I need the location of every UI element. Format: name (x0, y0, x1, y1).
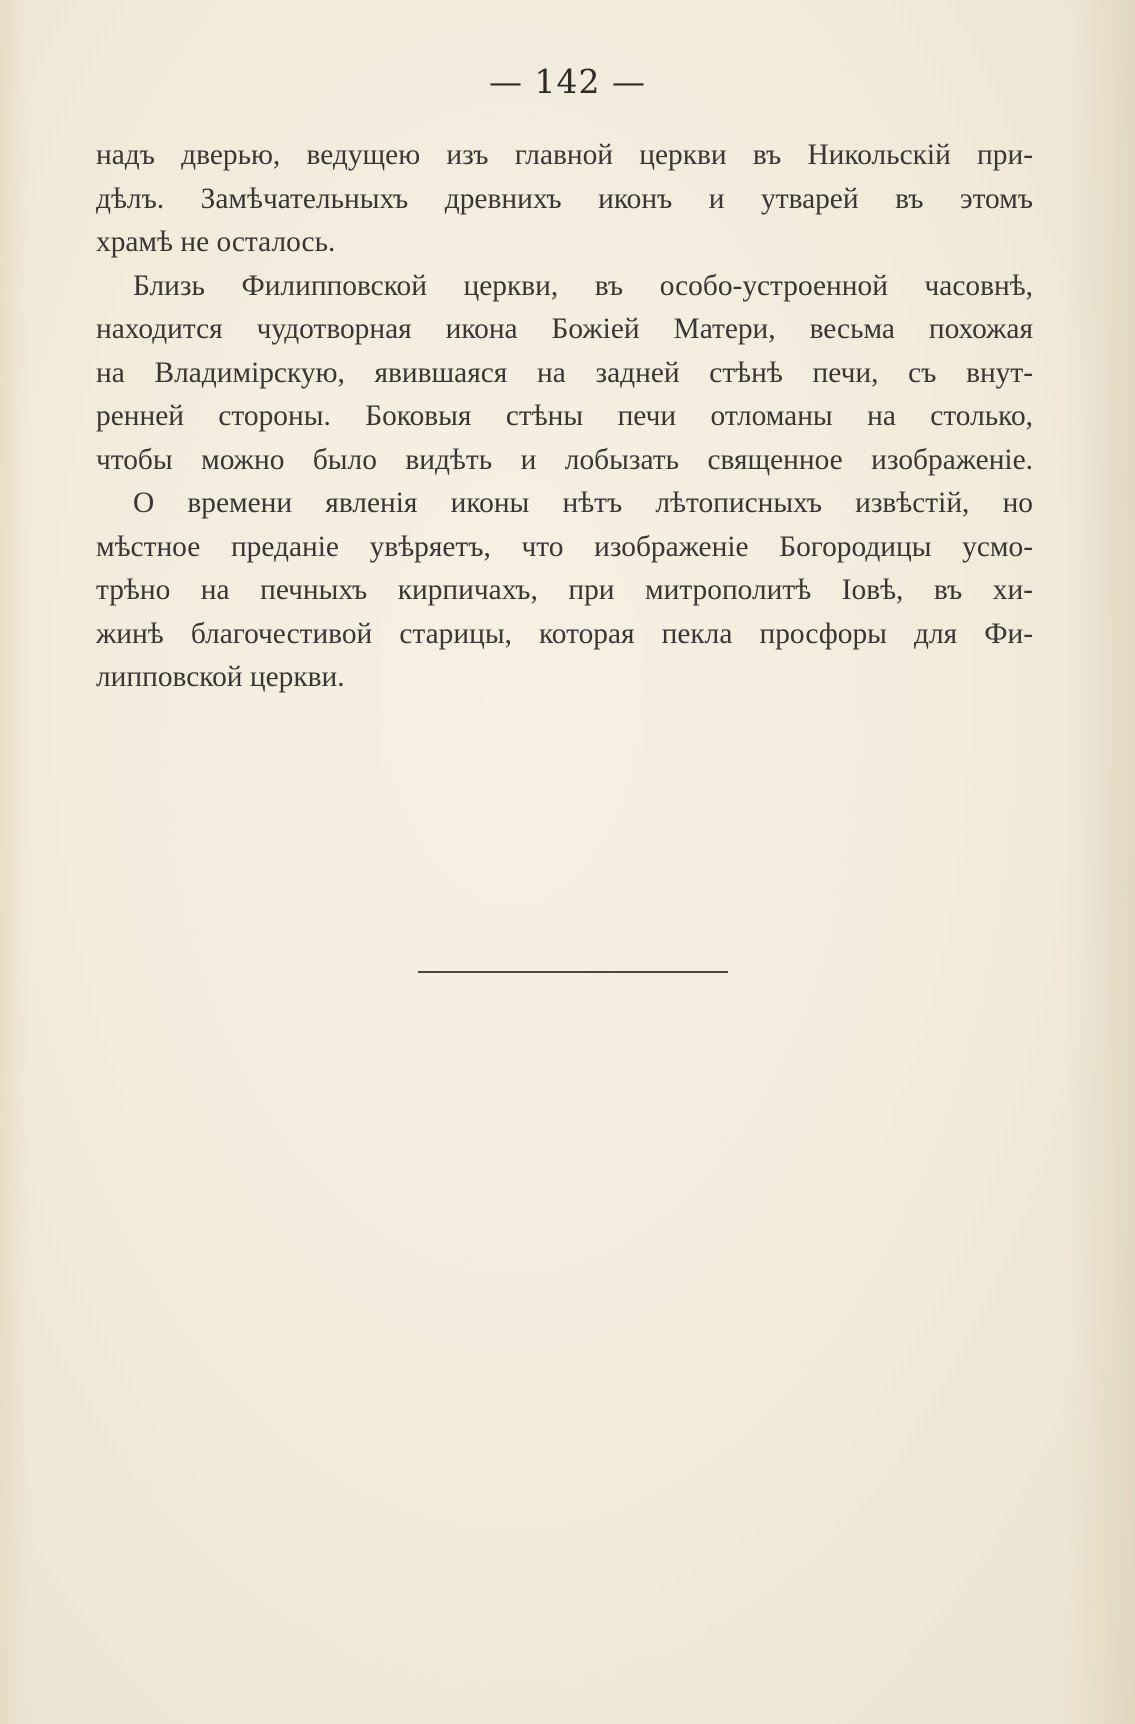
text-line: Близь Филипповской церкви, въ особо-устроенной часовнѣ, (133, 269, 1033, 302)
text-line: О времени явленія иконы нѣтъ лѣтописныхъ извѣстій, но (133, 487, 1033, 519)
text-line: находится чудотворная икона Божіей Матери, весьма похожая (96, 313, 1033, 345)
page-number: — 142 — (489, 62, 646, 101)
text-line: чтобы можно было видѣть и лобызать священное изображеніе. (96, 443, 1033, 476)
page-spine-shadow (1065, 0, 1135, 1724)
text-line: липповской церкви. (96, 661, 345, 693)
text-line: жинѣ благочестивой старицы, которая пекла просфоры для Фи- (96, 617, 1033, 650)
text-line: дѣлъ. Замѣчательныхъ древнихъ иконъ и утварей въ этомъ (96, 182, 1033, 215)
text-line: надъ дверью, ведущею изъ главной церкви въ Никольскій при- (96, 139, 1033, 171)
body-text (96, 134, 1033, 700)
page-left-edge (0, 0, 30, 1724)
text-line: храмѣ не осталось. (96, 226, 336, 258)
text-line: трѣно на печныхъ кирпичахъ, при митрополитѣ Іовѣ, въ хи- (96, 574, 1033, 606)
text-line: ренней стороны. Боковыя стѣны печи отломаны на столько, (96, 400, 1033, 432)
section-divider-rule (418, 971, 728, 973)
text-line: мѣстное преданіе увѣряетъ, что изображеніе Богородицы усмо- (96, 530, 1033, 563)
text-line: на Владимірскую, явившаяся на задней стѣнѣ печи, съ внут- (96, 356, 1033, 389)
